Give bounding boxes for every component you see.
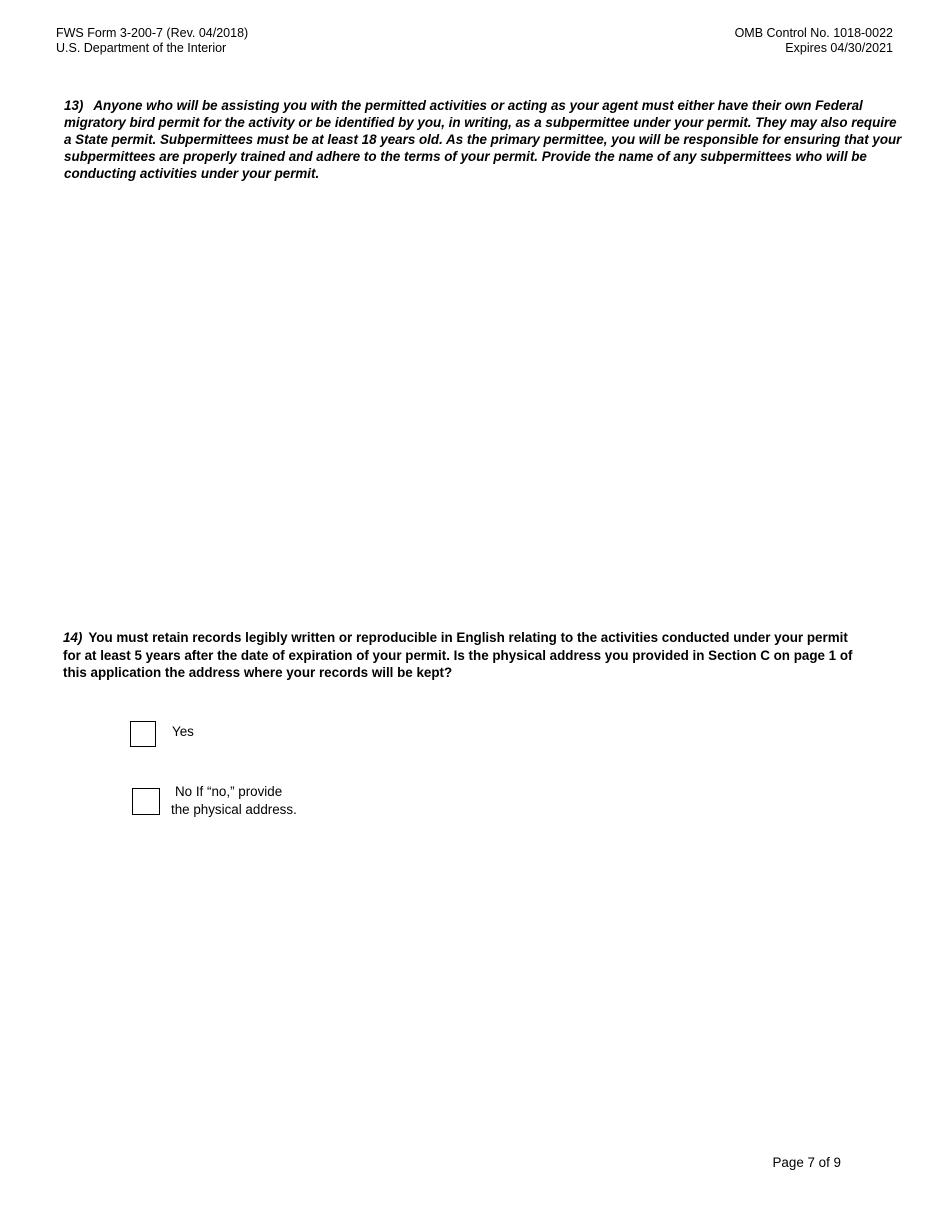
question-13-text: Anyone who will be assisting you with the permitted activities or acting as your agent must either have their own Federal migratory bird permit for the activity or be identified by you, in writing, as a subpermittee under your permit. They may also require a State permit. Subpermittees must be at least 18 years old. As the primary permittee, you will be responsible for ensuring that your subpermittees are properly trained and adhere to the terms of your permit. Provide the name of any subpermittees who will be conducting activities under your permit. (64, 98, 902, 181)
header-right (735, 26, 893, 56)
no-label-line1: No If “no,” provide (175, 784, 283, 799)
question-13-number: 13) (64, 98, 84, 113)
yes-label: Yes (172, 724, 194, 739)
question-14-text: You must retain records legibly written or reproducible in English relating to the activities conducted under your permit for at least 5 years after the date of expiration of your permit. Is the physical address you provided in Section C on page 1 of this application the address where your records will be kept? (63, 630, 853, 680)
question-13 (64, 97, 904, 182)
question-14 (63, 629, 853, 682)
yes-checkbox[interactable] (130, 721, 156, 747)
expiration-date: Expires 04/30/2021 (785, 41, 893, 55)
page-number: Page 7 of 9 (772, 1155, 841, 1170)
no-label-line2: the physical address. (171, 802, 297, 817)
header-left (56, 26, 248, 56)
question-14-number: 14) (63, 630, 83, 645)
form-id: FWS Form 3-200-7 (Rev. 04/2018) (56, 26, 249, 40)
department: U.S. Department of the Interior (56, 41, 227, 55)
omb-control: OMB Control No. 1018-0022 (734, 26, 893, 40)
no-checkbox[interactable] (132, 788, 160, 815)
